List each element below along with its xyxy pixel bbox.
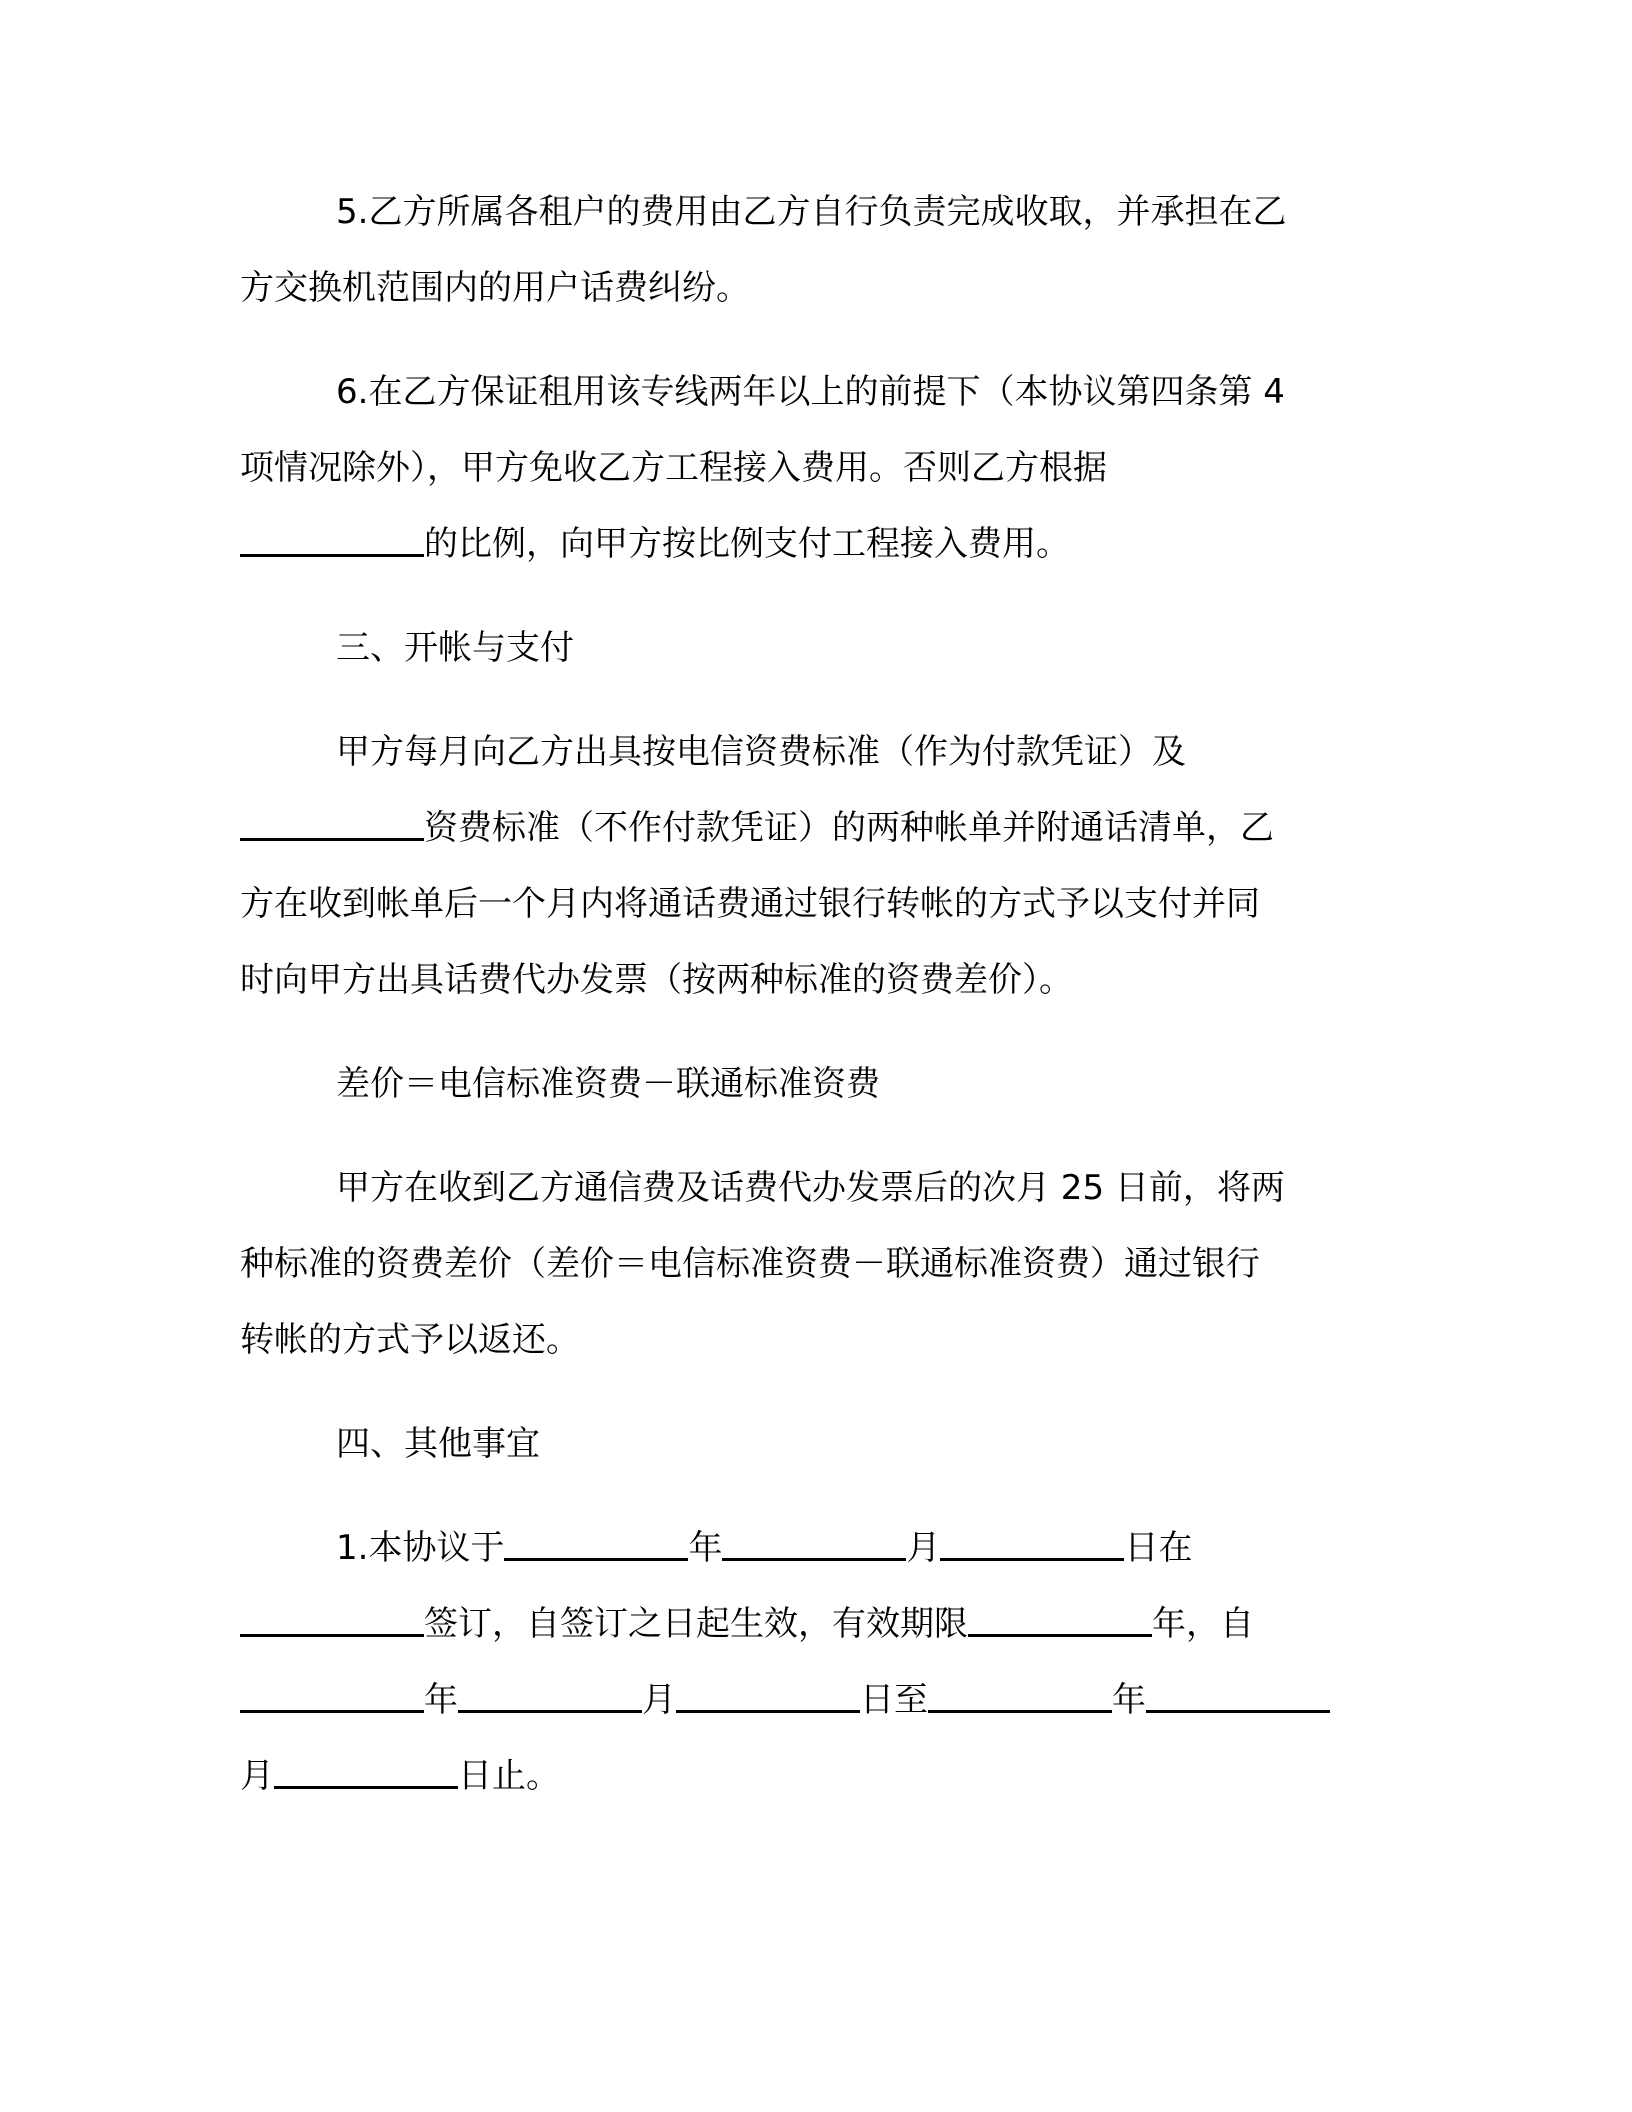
text-segment: 的比例，向甲方按比例支付工程接入费用。 [424, 524, 1070, 564]
section-heading [336, 628, 574, 668]
paragraph-line [240, 1680, 1330, 1720]
fill-in-blank[interactable] [240, 526, 424, 557]
paragraph-line [240, 524, 1070, 564]
text-segment: 年 [688, 1528, 723, 1568]
text-segment: 1.本协议于 [336, 1528, 505, 1568]
paragraph-line [240, 1756, 560, 1796]
paragraph-line [336, 1528, 1192, 1568]
paragraph-line [336, 1168, 1285, 1208]
text-segment: 月 [642, 1680, 676, 1720]
fill-in-blank[interactable] [240, 1606, 424, 1637]
paragraph-line [240, 884, 1260, 924]
text-segment: 月 [906, 1528, 941, 1568]
text-segment: 时向甲方出具话费代办发票（按两种标准的资费差价）。 [240, 960, 1073, 1000]
text-segment: 日至 [860, 1680, 928, 1720]
text-segment: 甲方每月向乙方出具按电信资费标准（作为付款凭证）及 [336, 732, 1186, 772]
paragraph-line [240, 960, 1073, 1000]
fill-in-blank[interactable] [240, 1682, 424, 1713]
fill-in-blank[interactable] [240, 810, 424, 841]
fill-in-blank[interactable] [928, 1682, 1112, 1713]
text-segment: 年 [1112, 1680, 1146, 1720]
paragraph-line [240, 448, 1107, 488]
paragraph-line [336, 372, 1285, 412]
paragraph-line [336, 192, 1286, 232]
paragraph-line [240, 268, 750, 308]
section-heading [336, 1424, 540, 1464]
text-segment: 年，自 [1152, 1604, 1254, 1644]
text-segment: 年 [424, 1680, 458, 1720]
text-segment: 方交换机范围内的用户话费纠纷。 [240, 268, 750, 308]
fill-in-blank[interactable] [458, 1682, 642, 1713]
fill-in-blank[interactable] [274, 1758, 458, 1789]
text-segment: 项情况除外），甲方免收乙方工程接入费用。否则乙方根据 [240, 448, 1107, 488]
fill-in-blank[interactable] [722, 1530, 906, 1561]
text-segment: 日在 [1124, 1528, 1193, 1568]
paragraph-line [240, 1244, 1260, 1284]
fill-in-blank[interactable] [1146, 1682, 1330, 1713]
text-segment: 种标准的资费差价（差价＝电信标准资费－联通标准资费）通过银行 [240, 1244, 1260, 1284]
text-segment: 差价＝电信标准资费－联通标准资费 [336, 1064, 880, 1104]
text-segment: 6.在乙方保证租用该专线两年以上的前提下（本协议第四条第 4 [336, 372, 1285, 412]
text-segment: 三、开帐与支付 [336, 628, 574, 668]
text-segment: 方在收到帐单后一个月内将通话费通过银行转帐的方式予以支付并同 [240, 884, 1260, 924]
fill-in-blank[interactable] [676, 1682, 860, 1713]
paragraph-line [336, 732, 1186, 772]
paragraph-line [336, 1064, 880, 1104]
text-segment: 转帐的方式予以返还。 [240, 1320, 580, 1360]
text-segment: 日止。 [458, 1756, 560, 1796]
fill-in-blank[interactable] [940, 1530, 1124, 1561]
fill-in-blank[interactable] [968, 1606, 1152, 1637]
text-segment: 四、其他事宜 [336, 1424, 540, 1464]
paragraph-line [240, 808, 1274, 848]
text-segment: 资费标准（不作付款凭证）的两种帐单并附通话清单，乙 [424, 808, 1274, 848]
text-segment: 月 [240, 1756, 274, 1796]
paragraph-line [240, 1320, 580, 1360]
text-segment: 签订，自签订之日起生效，有效期限 [424, 1604, 968, 1644]
paragraph-line [240, 1604, 1254, 1644]
fill-in-blank[interactable] [504, 1530, 688, 1561]
text-segment: 5.乙方所属各租户的费用由乙方自行负责完成收取，并承担在乙 [336, 192, 1287, 232]
text-segment: 甲方在收到乙方通信费及话费代办发票后的次月 25 日前，将两 [336, 1168, 1285, 1208]
